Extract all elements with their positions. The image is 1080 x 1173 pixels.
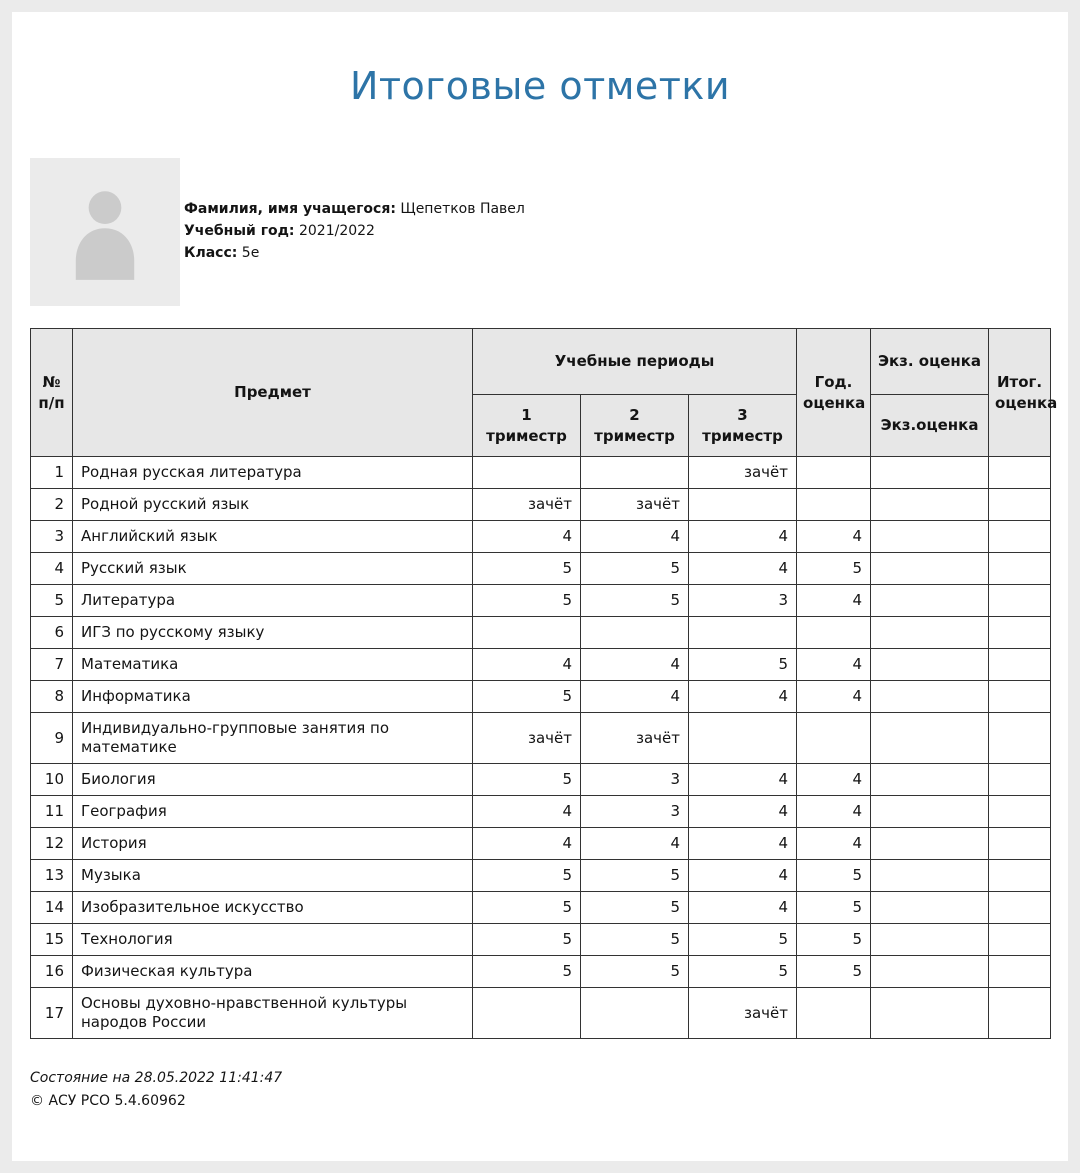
- table-row: [31, 489, 1051, 521]
- subject-name: Биология: [73, 764, 473, 796]
- grade-final: [989, 713, 1051, 764]
- grade-year: 4: [797, 585, 871, 617]
- row-number: 4: [31, 553, 73, 585]
- grade-trimester-3: 4: [689, 681, 797, 713]
- grade-trimester-1: зачёт: [473, 713, 581, 764]
- header-year-grade: Год. оценка: [797, 329, 871, 457]
- grade-trimester-3: [689, 617, 797, 649]
- grade-exam: [871, 649, 989, 681]
- grade-year: 4: [797, 649, 871, 681]
- grade-exam: [871, 681, 989, 713]
- row-number: 10: [31, 764, 73, 796]
- student-info-text: [184, 158, 525, 264]
- page-title: Итоговые отметки: [349, 64, 731, 108]
- header-exam-sub: Экз.оценка: [871, 395, 989, 457]
- subject-name: Изобразительное искусство: [73, 892, 473, 924]
- grade-trimester-3: 5: [689, 924, 797, 956]
- grade-final: [989, 457, 1051, 489]
- grade-exam: [871, 924, 989, 956]
- grade-trimester-3: зачёт: [689, 988, 797, 1039]
- table-row: [31, 585, 1051, 617]
- grade-trimester-3: 4: [689, 553, 797, 585]
- student-info-block: [30, 158, 1050, 306]
- subject-name: Основы духовно-нравственной культуры народов России: [73, 988, 473, 1039]
- grade-trimester-1: [473, 617, 581, 649]
- grade-trimester-2: 5: [581, 585, 689, 617]
- student-name-label: Фамилия, имя учащегося:: [184, 201, 396, 217]
- status-timestamp: Состояние на 28.05.2022 11:41:47: [30, 1070, 283, 1086]
- table-row: [31, 764, 1051, 796]
- subject-name: Родная русская литература: [73, 457, 473, 489]
- grade-year: 4: [797, 681, 871, 713]
- grade-trimester-2: зачёт: [581, 489, 689, 521]
- row-number: 12: [31, 828, 73, 860]
- header-subject: Предмет: [73, 329, 473, 457]
- grades-table-body: [31, 457, 1051, 1039]
- header-exam-group: Экз. оценка: [871, 329, 989, 395]
- grade-exam: [871, 956, 989, 988]
- grade-final: [989, 764, 1051, 796]
- header-periods-group: Учебные периоды: [473, 329, 797, 395]
- grade-trimester-1: 5: [473, 956, 581, 988]
- subject-name: Английский язык: [73, 521, 473, 553]
- grade-trimester-2: [581, 988, 689, 1039]
- grade-exam: [871, 489, 989, 521]
- grade-year: 5: [797, 956, 871, 988]
- table-row: [31, 796, 1051, 828]
- grade-trimester-3: [689, 489, 797, 521]
- grade-trimester-3: зачёт: [689, 457, 797, 489]
- grade-trimester-1: 5: [473, 892, 581, 924]
- grade-year: 5: [797, 924, 871, 956]
- grade-trimester-2: 5: [581, 553, 689, 585]
- grade-final: [989, 828, 1051, 860]
- row-number: 1: [31, 457, 73, 489]
- subject-name: Русский язык: [73, 553, 473, 585]
- grade-final: [989, 521, 1051, 553]
- grade-trimester-3: 5: [689, 649, 797, 681]
- grade-exam: [871, 796, 989, 828]
- grade-year: [797, 713, 871, 764]
- grade-trimester-2: 4: [581, 828, 689, 860]
- table-row: [31, 649, 1051, 681]
- table-row: [31, 924, 1051, 956]
- grades-table: [30, 328, 1058, 1039]
- grade-final: [989, 617, 1051, 649]
- grade-trimester-2: 3: [581, 796, 689, 828]
- row-number: 7: [31, 649, 73, 681]
- copyright-version: © АСУ РСО 5.4.60962: [30, 1093, 186, 1109]
- grade-year: 4: [797, 828, 871, 860]
- grade-year: [797, 617, 871, 649]
- grade-final: [989, 892, 1051, 924]
- grade-trimester-1: [473, 457, 581, 489]
- subject-name: Музыка: [73, 860, 473, 892]
- subject-name: Технология: [73, 924, 473, 956]
- grade-trimester-1: 5: [473, 860, 581, 892]
- grade-final: [989, 956, 1051, 988]
- grade-final: [989, 860, 1051, 892]
- subject-name: Родной русский язык: [73, 489, 473, 521]
- student-photo-placeholder: [30, 158, 180, 306]
- grade-year: 4: [797, 764, 871, 796]
- grade-exam: [871, 828, 989, 860]
- row-number: 9: [31, 713, 73, 764]
- grade-final: [989, 553, 1051, 585]
- grade-trimester-1: 4: [473, 828, 581, 860]
- grade-trimester-2: [581, 617, 689, 649]
- row-number: 11: [31, 796, 73, 828]
- grade-trimester-2: 5: [581, 892, 689, 924]
- row-number: 3: [31, 521, 73, 553]
- grade-final: [989, 585, 1051, 617]
- grade-trimester-1: 4: [473, 521, 581, 553]
- header-final-grade: Итог. оценка: [989, 329, 1051, 457]
- grade-trimester-3: 4: [689, 828, 797, 860]
- class-line: [184, 242, 525, 264]
- header-trimester-3: 3 триместр: [689, 395, 797, 457]
- grade-trimester-1: [473, 988, 581, 1039]
- subject-name: География: [73, 796, 473, 828]
- grade-year: 5: [797, 892, 871, 924]
- grade-year: 4: [797, 521, 871, 553]
- grade-final: [989, 681, 1051, 713]
- row-number: 15: [31, 924, 73, 956]
- grade-exam: [871, 585, 989, 617]
- grade-trimester-3: 4: [689, 796, 797, 828]
- school-year-value: 2021/2022: [298, 223, 375, 239]
- table-row: [31, 956, 1051, 988]
- grade-exam: [871, 713, 989, 764]
- grade-trimester-3: [689, 713, 797, 764]
- table-row: [31, 892, 1051, 924]
- grade-trimester-1: зачёт: [473, 489, 581, 521]
- grade-final: [989, 924, 1051, 956]
- grade-final: [989, 988, 1051, 1039]
- grade-trimester-2: 4: [581, 521, 689, 553]
- grade-trimester-3: 3: [689, 585, 797, 617]
- grade-trimester-1: 5: [473, 764, 581, 796]
- grade-exam: [871, 457, 989, 489]
- school-year-label: Учебный год:: [184, 223, 295, 239]
- grade-trimester-1: 5: [473, 681, 581, 713]
- header-trimester-1: 1 триместр: [473, 395, 581, 457]
- school-year-line: [184, 220, 525, 242]
- grade-trimester-3: 4: [689, 892, 797, 924]
- grade-year: [797, 457, 871, 489]
- row-number: 13: [31, 860, 73, 892]
- table-row: [31, 988, 1051, 1039]
- grade-exam: [871, 892, 989, 924]
- table-row: [31, 521, 1051, 553]
- header-trimester-2: 2 триместр: [581, 395, 689, 457]
- subject-name: Математика: [73, 649, 473, 681]
- grade-trimester-1: 5: [473, 553, 581, 585]
- grade-trimester-3: 4: [689, 521, 797, 553]
- header-row-number: № п/п: [31, 329, 73, 457]
- row-number: 6: [31, 617, 73, 649]
- grade-final: [989, 796, 1051, 828]
- subject-name: Физическая культура: [73, 956, 473, 988]
- report-sheet: [12, 12, 1068, 1161]
- grade-trimester-2: 4: [581, 681, 689, 713]
- report-footer: [30, 1067, 1050, 1113]
- grade-trimester-1: 5: [473, 924, 581, 956]
- grade-year: [797, 988, 871, 1039]
- subject-name: История: [73, 828, 473, 860]
- grade-trimester-3: 4: [689, 860, 797, 892]
- row-number: 2: [31, 489, 73, 521]
- grade-trimester-1: 5: [473, 585, 581, 617]
- table-row: [31, 457, 1051, 489]
- subject-name: Литература: [73, 585, 473, 617]
- row-number: 16: [31, 956, 73, 988]
- grade-trimester-2: зачёт: [581, 713, 689, 764]
- subject-name: Информатика: [73, 681, 473, 713]
- grade-exam: [871, 988, 989, 1039]
- table-row: [31, 860, 1051, 892]
- grade-year: 4: [797, 796, 871, 828]
- subject-name: ИГЗ по русскому языку: [73, 617, 473, 649]
- student-name-value: Щепетков Павел: [400, 201, 525, 217]
- grade-trimester-3: 4: [689, 764, 797, 796]
- grade-trimester-3: 5: [689, 956, 797, 988]
- grade-final: [989, 489, 1051, 521]
- grade-trimester-2: 3: [581, 764, 689, 796]
- row-number: 17: [31, 988, 73, 1039]
- table-row: [31, 681, 1051, 713]
- person-silhouette-icon: [62, 180, 148, 284]
- grade-exam: [871, 860, 989, 892]
- table-row: [31, 713, 1051, 764]
- grades-table-head: [31, 329, 1058, 457]
- grade-trimester-1: 4: [473, 796, 581, 828]
- table-header-row-1: [31, 329, 1051, 395]
- class-value: 5е: [241, 245, 260, 261]
- grade-year: [797, 489, 871, 521]
- grade-trimester-2: 5: [581, 924, 689, 956]
- table-row: [31, 617, 1051, 649]
- subject-name: Индивидуально-групповые занятия по математике: [73, 713, 473, 764]
- grade-trimester-2: 5: [581, 860, 689, 892]
- grade-exam: [871, 521, 989, 553]
- table-row: [31, 828, 1051, 860]
- table-row: [31, 553, 1051, 585]
- class-label: Класс:: [184, 245, 238, 261]
- student-name-line: [184, 198, 525, 220]
- row-number: 5: [31, 585, 73, 617]
- grade-exam: [871, 553, 989, 585]
- grade-trimester-1: 4: [473, 649, 581, 681]
- grade-exam: [871, 764, 989, 796]
- grade-trimester-2: [581, 457, 689, 489]
- grade-year: 5: [797, 553, 871, 585]
- row-number: 8: [31, 681, 73, 713]
- row-number: 14: [31, 892, 73, 924]
- grade-trimester-2: 5: [581, 956, 689, 988]
- grade-trimester-2: 4: [581, 649, 689, 681]
- grade-exam: [871, 617, 989, 649]
- grade-year: 5: [797, 860, 871, 892]
- grade-final: [989, 649, 1051, 681]
